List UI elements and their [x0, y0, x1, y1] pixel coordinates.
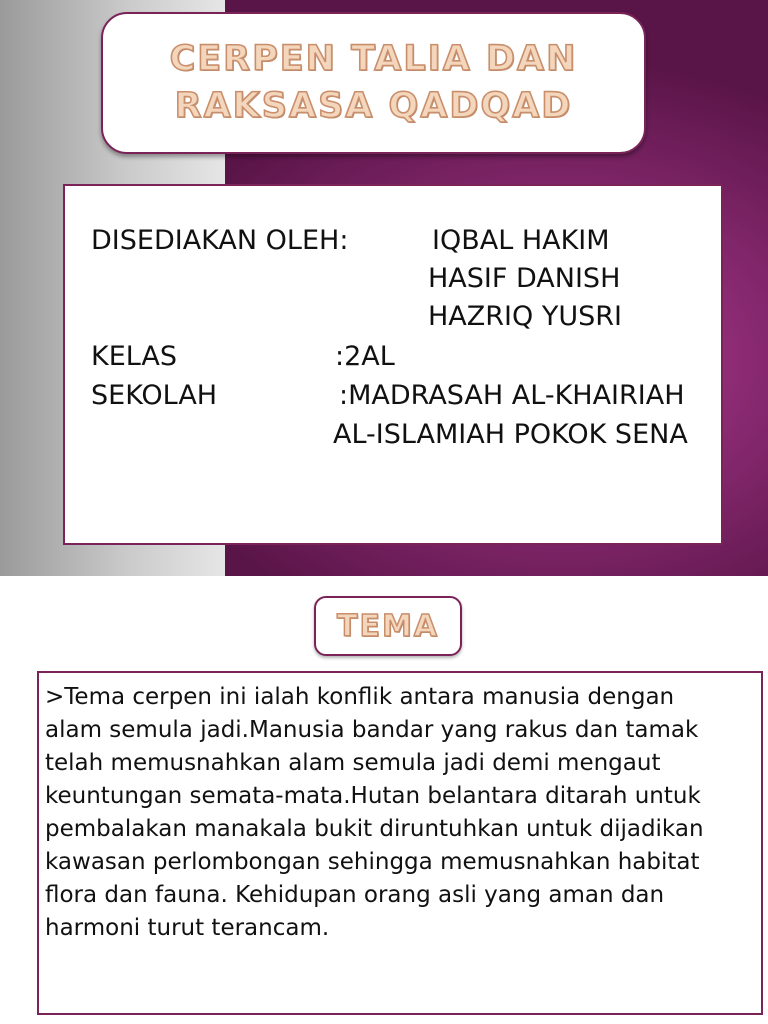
author-2: HASIF DANISH — [428, 263, 621, 294]
paragraph-line: kawasan perlombongan sehingga memusnahkan habitat — [45, 849, 700, 875]
author-1: IQBAL HAKIM — [432, 225, 610, 256]
prepared-by-label: DISEDIAKAN OLEH: — [91, 225, 349, 256]
paragraph-line: telah memusnahkan alam semula jadi demi mengaut — [45, 750, 661, 776]
paragraph-line: >Tema cerpen ini ialah konflik antara manusia dengan — [45, 684, 675, 710]
theme-slide — [0, 576, 768, 1024]
paragraph-line: harmoni turut terancam. — [45, 915, 330, 941]
class-label: KELAS — [91, 341, 178, 372]
tema-paragraph — [45, 681, 761, 945]
info-box — [63, 184, 723, 545]
tema-body-box — [37, 671, 763, 1015]
tema-heading: TEMA — [336, 608, 440, 644]
school-value-line-2: AL-ISLAMIAH POKOK SENA — [333, 419, 688, 450]
author-3: HAZRIQ YUSRI — [428, 301, 622, 332]
paragraph-line: alam semula jadi.Manusia bandar yang rakus dan tamak — [45, 717, 699, 743]
title-line-1: CERPEN TALIA DAN — [169, 39, 578, 79]
slide-title — [170, 36, 578, 130]
paragraph-line: flora dan fauna. Kehidupan orang asli yang aman dan — [45, 882, 665, 908]
title-line-2: RAKSASA QADQAD — [174, 86, 573, 126]
school-label: SEKOLAH — [91, 380, 218, 411]
paragraph-line: pembalakan manakala bukit diruntuhkan untuk dijadikan — [45, 816, 704, 842]
tema-heading-box — [314, 596, 462, 656]
title-box — [101, 12, 646, 154]
paragraph-line: keuntungan semata-mata.Hutan belantara ditarah untuk — [45, 783, 701, 809]
school-value-line-1: :MADRASAH AL-KHAIRIAH — [339, 380, 685, 411]
class-value: :2AL — [335, 341, 395, 372]
